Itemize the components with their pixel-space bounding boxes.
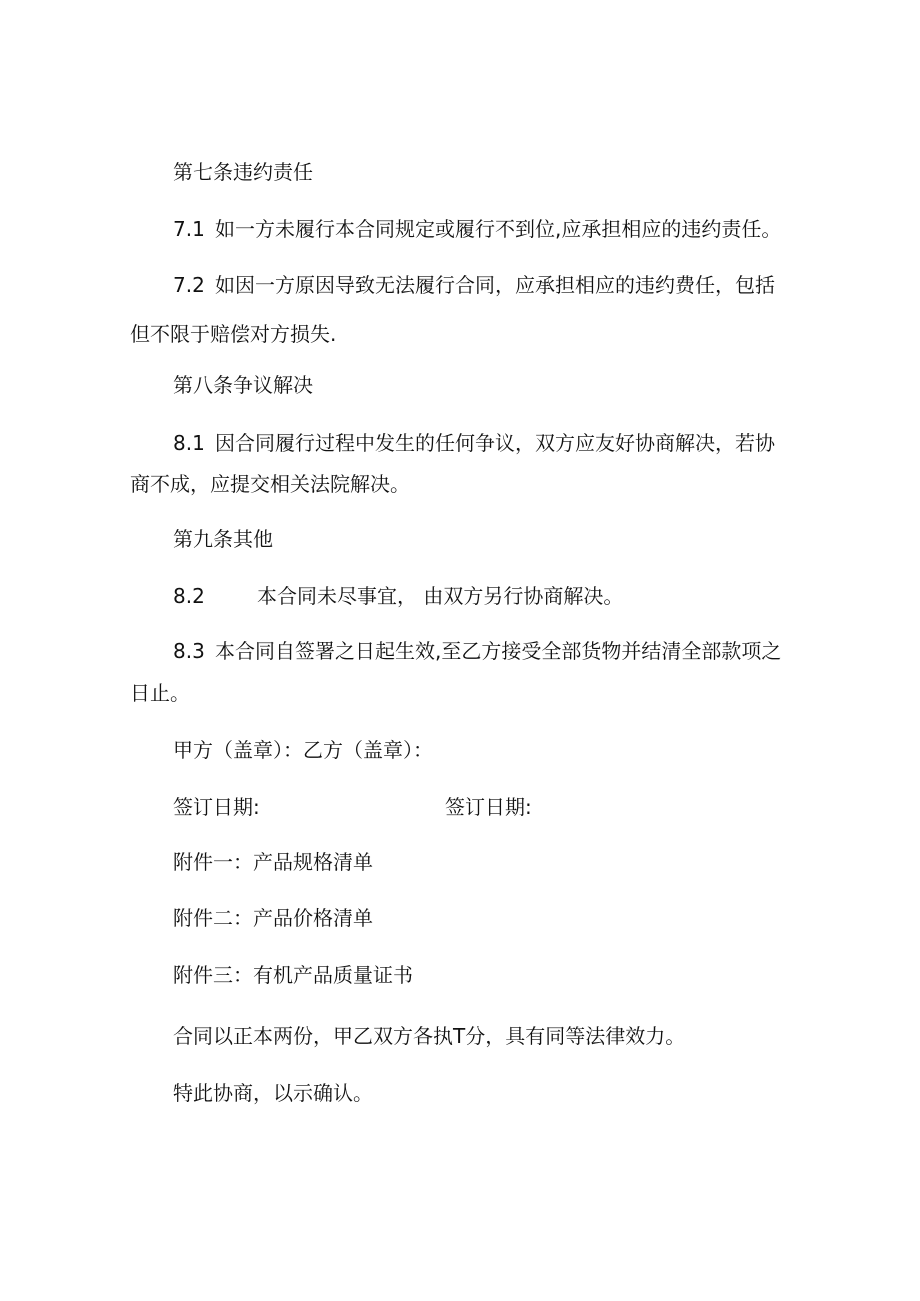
attachment-3: 附件三：有机产品质量证书	[173, 963, 413, 987]
clause-8-3-line2: 日止。	[130, 681, 190, 705]
clause-text: 如因一方原因导致无法履行合同，应承担相应的违约费任，包括	[215, 273, 775, 297]
article-8-heading: 第八条争议解决	[173, 373, 313, 397]
clause-8-1-line1	[173, 429, 833, 457]
clause-8-1-line2: 商不成，应提交相关法院解决。	[130, 472, 410, 496]
clause-number: 8.1	[173, 431, 205, 455]
sign-date-party-b: 签订日期:	[445, 795, 532, 819]
clause-7-2-line1	[173, 271, 833, 299]
clause-8-3-line1	[173, 637, 833, 665]
copies-statement: 合同以正本两份，甲乙双方各执T分，具有同等法律效力。	[173, 1024, 686, 1048]
clause-7-1	[173, 215, 833, 243]
article-9-heading: 第九条其他	[173, 527, 273, 551]
article-7-heading: 第七条违约责任	[173, 160, 313, 184]
closing-statement: 特此协商，以示确认。	[173, 1081, 373, 1105]
clause-number: 7.1	[173, 217, 205, 241]
clause-7-2-line2: 但不限于赔偿对方损失.	[130, 322, 337, 346]
clause-text: 因合同履行过程中发生的任何争议，双方应友好协商解决，若协	[215, 431, 775, 455]
sign-date-party-a: 签订日期:	[173, 795, 260, 819]
clause-number: 8.2	[173, 584, 205, 608]
party-seal-line: 甲方（盖章）：乙方（盖章）：	[173, 738, 433, 762]
attachment-2: 附件二：产品价格清单	[173, 906, 373, 930]
clause-number: 8.3	[173, 639, 205, 663]
clause-number: 7.2	[173, 273, 205, 297]
clause-text: 本合同未尽事宜， 由双方另行协商解决。	[257, 584, 624, 608]
clause-text: 如一方未履行本合同规定或履行不到位,应承担相应的违约责任。	[215, 217, 782, 241]
attachment-1: 附件一：产品规格清单	[173, 850, 373, 874]
clause-8-2	[173, 582, 833, 610]
clause-text: 本合同自签署之日起生效,至乙方接受全部货物并结清全部款项之	[215, 639, 782, 663]
